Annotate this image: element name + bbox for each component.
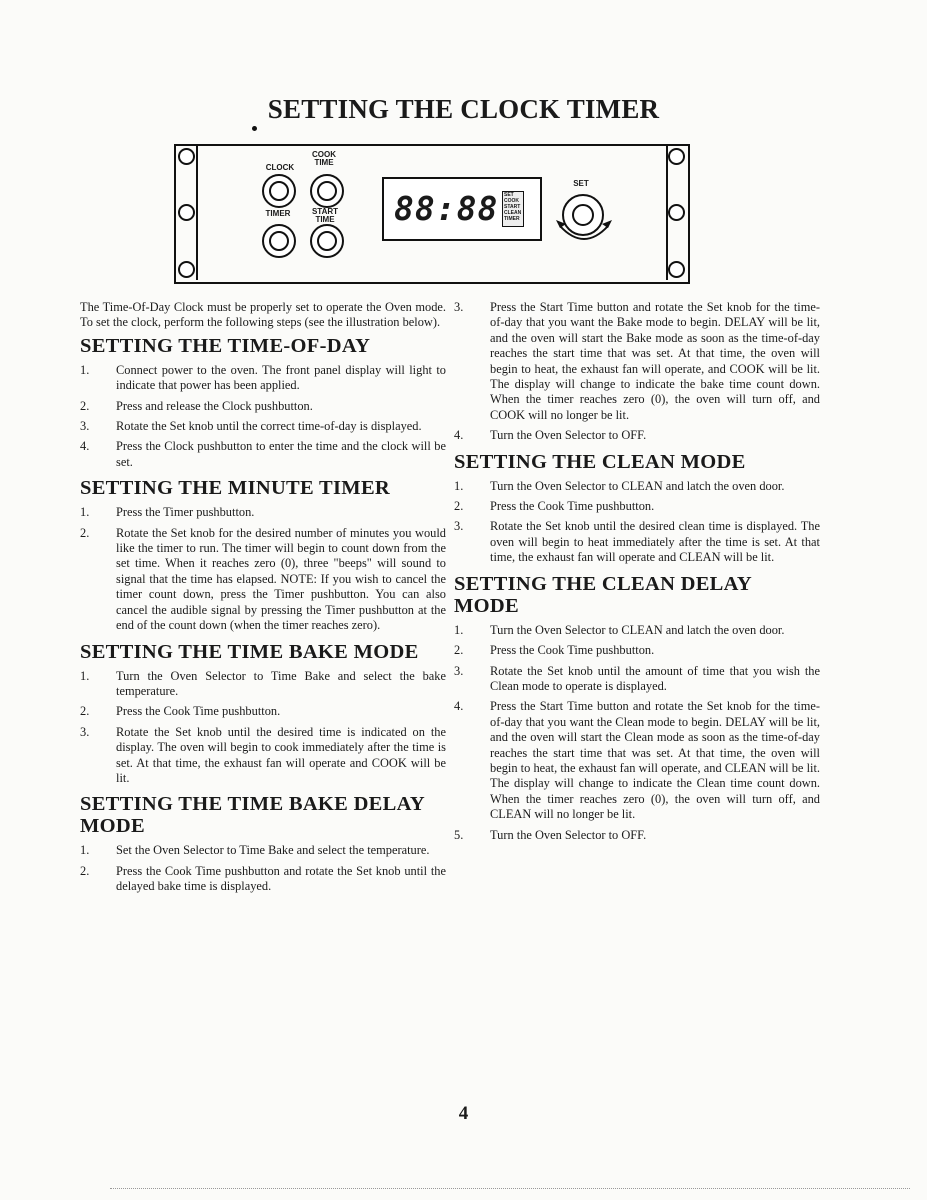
clock-button[interactable] xyxy=(262,174,296,208)
mount-hole-icon xyxy=(178,204,195,221)
step-item xyxy=(80,864,446,895)
step-text: Turn the Oven Selector to OFF. xyxy=(490,827,647,842)
step-text: Turn the Oven Selector to Time Bake and select the bake temperature. xyxy=(116,668,446,698)
delay-mode-continued-steps xyxy=(454,300,820,444)
control-panel-illustration xyxy=(174,144,690,284)
page-title: SETTING THE CLOCK TIMER xyxy=(267,94,660,124)
step-list xyxy=(80,505,446,633)
scan-artifact xyxy=(110,1188,910,1190)
section-heading: SETTING THE MINUTE TIMER xyxy=(80,477,391,500)
step-number: 2. xyxy=(80,525,90,540)
indicator-timer: TIMER xyxy=(504,216,520,222)
step-list xyxy=(80,843,446,894)
cook-time-label: COOK TIME xyxy=(312,150,336,167)
step-item xyxy=(80,363,446,394)
step-number: 3. xyxy=(80,419,90,434)
step-item xyxy=(80,526,446,634)
step-number: 1. xyxy=(80,362,90,377)
right-column xyxy=(454,300,820,850)
rotate-arrow-icon xyxy=(554,216,614,248)
step-item xyxy=(80,419,446,434)
step-item xyxy=(80,399,446,414)
step-number: 5. xyxy=(454,827,464,842)
step-item xyxy=(454,828,820,843)
step-item xyxy=(454,479,820,494)
step-text: Rotate the Set knob until the desired time is indicated on the display. The oven will begin to cook immediately after the time is set. At that time, the exhaust fan will operate and COOK will be lit. xyxy=(116,724,446,785)
step-number: 1. xyxy=(80,668,90,683)
timer-label: TIMER xyxy=(265,209,291,218)
title-mark xyxy=(252,126,257,131)
step-number: 2. xyxy=(80,704,90,719)
step-item xyxy=(80,505,446,520)
step-item xyxy=(454,519,820,565)
led-display xyxy=(382,177,542,241)
step-number: 2. xyxy=(80,398,90,413)
section-heading: SETTING THE TIME BAKE DELAY MODE xyxy=(80,793,425,838)
step-number: 1. xyxy=(454,622,464,637)
mount-hole-icon xyxy=(668,261,685,278)
step-text: Press the Clock pushbutton to enter the time and the clock will be set. xyxy=(116,439,446,469)
step-text: Rotate the Set knob until the desired clean time is displayed. The oven will begin to heat immediately after the time is set. At that time, the exhaust fan will operate and CLEAN will be lit. xyxy=(490,519,820,565)
step-item xyxy=(454,300,820,423)
step-text: Press the Timer pushbutton. xyxy=(116,505,255,520)
step-text: Connect power to the oven. The front panel display will light to indicate that power has been applied. xyxy=(116,362,446,393)
step-text: Turn the Oven Selector to CLEAN and latch the oven door. xyxy=(490,478,785,493)
intro-paragraph: The Time-Of-Day Clock must be properly set to operate the Oven mode. To set the clock, perform the following steps (see the illustration below). xyxy=(80,300,446,330)
step-number: 1. xyxy=(80,505,90,520)
step-item xyxy=(454,428,820,443)
step-text: Press the Start Time button and rotate the Set knob for the time-of-day that you want the Clean mode to begin. DELAY will be lit, and the oven will start the Clean mode as soon as the time-of-day reaches the start time that was set. At that time, the oven will begin to heat, the exhaust fan will operate, and CLEAN will be lit. The display will change to indicate the Clean time count down. When the timer reaches zero (0), the oven will turn off, and CLEAN will no longer be lit. xyxy=(490,699,820,822)
timer-button[interactable] xyxy=(262,224,296,258)
section-heading: SETTING THE CLEAN MODE xyxy=(454,450,746,473)
cook-time-button[interactable] xyxy=(310,174,344,208)
left-column xyxy=(80,300,446,902)
step-item xyxy=(80,669,446,700)
step-number: 3. xyxy=(454,519,464,534)
start-time-label: START TIME xyxy=(311,207,339,224)
step-text: Rotate the Set knob until the correct time-of-day is displayed. xyxy=(116,419,422,434)
mount-hole-icon xyxy=(668,148,685,165)
step-text: Press the Cook Time pushbutton. xyxy=(490,499,655,514)
step-text: Press the Cook Time pushbutton and rotate the Set knob until the delayed bake time is displayed. xyxy=(116,863,446,894)
step-number: 2. xyxy=(454,643,464,658)
clock-label: CLOCK xyxy=(265,163,295,172)
step-number: 4. xyxy=(454,428,464,443)
step-item xyxy=(454,664,820,695)
step-text: Turn the Oven Selector to OFF. xyxy=(490,428,647,443)
indicator-cook: COOK xyxy=(504,198,519,204)
step-text: Turn the Oven Selector to CLEAN and latch the oven door. xyxy=(490,622,785,637)
step-number: 1. xyxy=(454,478,464,493)
step-number: 3. xyxy=(454,300,464,314)
display-digits: 88:88 xyxy=(394,189,499,228)
step-item xyxy=(454,499,820,514)
mount-hole-icon xyxy=(178,261,195,278)
step-item xyxy=(80,725,446,787)
step-item xyxy=(80,843,446,858)
set-label: SET xyxy=(573,179,589,188)
step-list xyxy=(80,363,446,470)
indicator-set: SET xyxy=(504,192,514,198)
step-number: 3. xyxy=(80,724,90,739)
step-item xyxy=(454,623,820,638)
step-text: Press the Start Time button and rotate the Set knob for the time-of-day that you want the Bake mode to begin. DELAY will be lit, and the oven will start the Bake mode as soon as the time-of-day reaches the start time that was set. At that time, the oven will begin to heat, the exhaust fan will operate, and COOK will be lit. The display will change to indicate the bake time count down. When the timer reaches zero (0), the oven will turn off, and COOK will no longer be lit. xyxy=(490,300,820,422)
step-list xyxy=(454,479,820,566)
step-list xyxy=(80,669,446,787)
step-number: 1. xyxy=(80,843,90,858)
step-text: Set the Oven Selector to Time Bake and select the temperature. xyxy=(116,843,430,858)
step-number: 2. xyxy=(454,499,464,514)
section-heading: SETTING THE CLEAN DELAY MODE xyxy=(454,572,752,617)
start-time-button[interactable] xyxy=(310,224,344,258)
step-number: 4. xyxy=(454,699,464,714)
step-item xyxy=(80,704,446,719)
step-text: Press the Cook Time pushbutton. xyxy=(490,643,655,658)
step-list xyxy=(454,623,820,843)
mount-hole-icon xyxy=(178,148,195,165)
indicator-start: START xyxy=(504,204,521,210)
section-heading: SETTING THE TIME BAKE MODE xyxy=(80,640,419,663)
step-text: Press the Cook Time pushbutton. xyxy=(116,704,281,719)
page-number: 4 xyxy=(458,1103,469,1124)
step-number: 2. xyxy=(80,863,90,878)
step-text: Press and release the Clock pushbutton. xyxy=(116,398,313,413)
mount-hole-icon xyxy=(668,204,685,221)
step-number: 4. xyxy=(80,439,90,454)
step-number: 3. xyxy=(454,663,464,678)
section-heading: SETTING THE TIME-OF-DAY xyxy=(80,334,371,357)
step-item xyxy=(454,699,820,822)
step-item xyxy=(454,643,820,658)
step-text: Rotate the Set knob until the amount of time that you wish the Clean mode to operate is displayed. xyxy=(490,663,820,693)
indicator-clean: CLEAN xyxy=(504,210,522,216)
step-item xyxy=(80,439,446,470)
step-text: Rotate the Set knob for the desired number of minutes you would like the timer to run. The timer will begin to count down from the set time. When it reaches zero (0), three "beeps" will sound to signal that the time has elapsed. NOTE: If you wish to cancel the timer count down, press the Timer pushbutton. You can also cancel the audible signal by pressing the Timer pushbutton at the end of the count down (when the timer reaches zero). xyxy=(116,525,446,633)
